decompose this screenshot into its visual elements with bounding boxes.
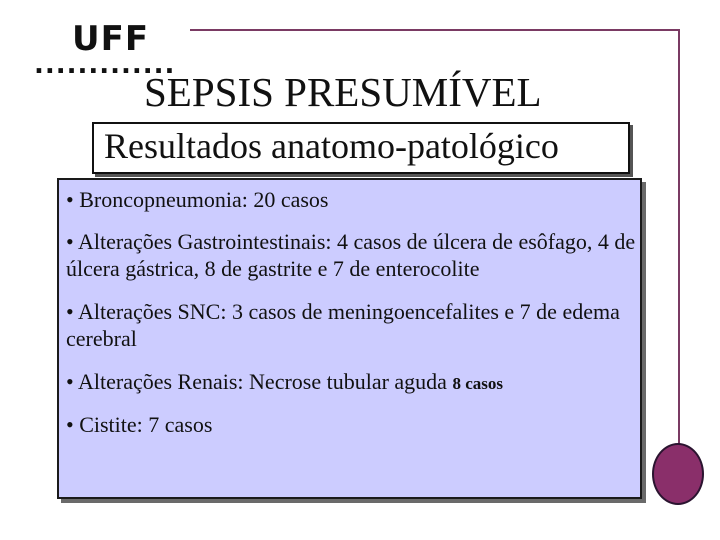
bullet-text: • Alterações Renais: Necrose tubular aguda: [66, 369, 453, 394]
bullet-item: [66, 411, 636, 438]
slide-title: SEPSIS PRESUMÍVEL: [144, 69, 542, 115]
slide-subtitle: Resultados anatomo-patológico: [104, 126, 559, 166]
uff-logo: UFF: [72, 19, 150, 59]
bullet-text: • Cistite: 7 casos: [66, 412, 213, 437]
frame-top-line: [190, 29, 680, 31]
bullet-item: [66, 186, 636, 213]
frame-right-line: [678, 29, 680, 459]
bullet-item: [66, 228, 636, 282]
bullet-text: • Alterações Gastrointestinais: 4 casos de úlcera de esôfago, 4 de úlcera gástrica, 8 de gastrite e 7 de enterocolite: [66, 229, 636, 281]
decorative-circle: [652, 443, 704, 505]
bullet-item: [66, 298, 636, 352]
bullet-list: [66, 186, 636, 453]
bullet-text: • Alterações SNC: 3 casos de meningoencefalites e 7 de edema cerebral: [66, 299, 620, 351]
bullet-item: [66, 368, 636, 397]
bullet-suffix: 8 casos: [452, 374, 503, 393]
logo-dots: .............: [34, 50, 176, 80]
bullet-text: • Broncopneumonia: 20 casos: [66, 187, 329, 212]
